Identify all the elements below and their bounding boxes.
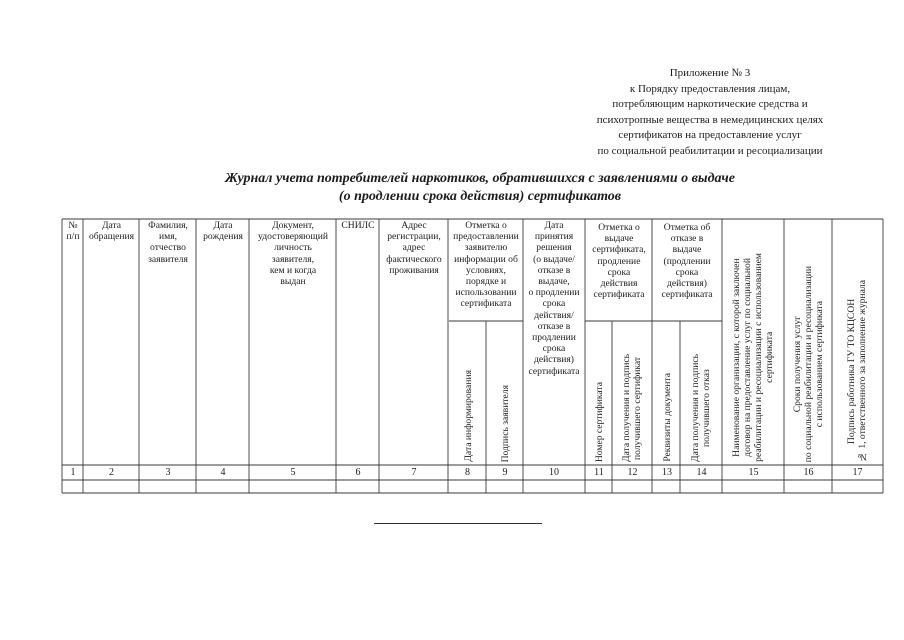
header-col-16: Сроки получения услуг по социальной реабилитации и ресоциализации с использованием сертификата bbox=[791, 265, 825, 462]
appendix-block bbox=[560, 66, 860, 160]
column-number: 4 bbox=[220, 467, 226, 478]
column-number: 12 bbox=[627, 467, 638, 478]
column-number: 17 bbox=[852, 467, 863, 478]
appendix-line: к Порядку предоставления лицам, bbox=[629, 82, 791, 95]
journal-title bbox=[150, 170, 810, 206]
column-number: 8 bbox=[465, 467, 470, 478]
header-col-17: Подпись работника ГУ ТО КЦСОН № 1, ответственного за заполнение журнала bbox=[846, 279, 868, 462]
header-col-9: Подпись заявителя bbox=[499, 384, 511, 462]
column-number: 14 bbox=[696, 467, 707, 478]
header-col-6: СНИЛС bbox=[341, 220, 375, 231]
header-col-2: Дата обращения bbox=[88, 220, 135, 243]
column-number: 1 bbox=[70, 467, 76, 478]
journal-title-line-2: (о продлении срока действия) сертификатов bbox=[338, 189, 622, 204]
column-number: 2 bbox=[109, 467, 114, 478]
signature-line bbox=[374, 523, 542, 524]
header-col-5: Документ, удостоверяющий личность заявителя, кем и когда выдан bbox=[258, 220, 328, 288]
header-col-12: Дата получения и подпись получившего сертификат bbox=[621, 353, 643, 462]
column-number: 6 bbox=[355, 467, 361, 478]
header-col-4: Дата рождения bbox=[203, 220, 243, 243]
header-group-8-9: Отметка о предоставлении заявителю информации об условиях, порядке и использовании сертификата bbox=[453, 220, 519, 310]
appendix-line: психотропные вещества в немедицинских целях bbox=[596, 113, 824, 126]
appendix-line: Приложение № 3 bbox=[669, 67, 751, 79]
column-number: 13 bbox=[662, 467, 672, 478]
column-number: 11 bbox=[594, 467, 604, 478]
header-group-13-14: Отметка об отказе в выдаче (продлении срока действия) сертификата bbox=[661, 222, 713, 301]
appendix-line: по социальной реабилитации и ресоциализации bbox=[597, 144, 823, 157]
column-number: 3 bbox=[165, 467, 171, 478]
header-col-15: Наименование организации, с которой заключен договор на предоставление услуг по социальной реабилитации и ресоциализации с использованием сертификата bbox=[731, 253, 775, 462]
header-col-11: Номер сертификата bbox=[593, 381, 605, 462]
header-col-8: Дата информирования bbox=[462, 370, 474, 462]
header-col-10: Дата принятия решения (о выдаче/ отказе в выдаче, о продлении срока действия/ отказе в продлении срока действия) сертификата bbox=[528, 220, 580, 377]
header-col-14: Дата получения и подпись получившего отказ bbox=[690, 353, 712, 462]
column-number: 9 bbox=[502, 467, 508, 478]
header-col-13: Реквизиты документа bbox=[661, 373, 673, 462]
column-number: 15 bbox=[748, 467, 759, 478]
journal-title-line-1: Журнал учета потребителей наркотиков, обратившихся с заявлениями о выдаче bbox=[225, 171, 735, 186]
appendix-line: сертификатов на предоставление услуг bbox=[618, 129, 802, 142]
appendix-line: потребляющим наркотические средства и bbox=[612, 98, 808, 111]
header-col-1: № п/п bbox=[66, 220, 80, 243]
header-group-11-12: Отметка о выдаче сертификата, продление срока действия сертификата bbox=[592, 222, 646, 301]
header-col-3: Фамилия, имя, отчество заявителя bbox=[148, 220, 188, 265]
table-row[interactable] bbox=[62, 480, 883, 493]
column-number: 5 bbox=[290, 467, 296, 478]
column-number: 16 bbox=[803, 467, 814, 478]
header-col-7: Адрес регистрации, адрес фактического проживания bbox=[386, 220, 442, 276]
column-number: 10 bbox=[549, 467, 559, 478]
column-number: 7 bbox=[411, 467, 417, 478]
